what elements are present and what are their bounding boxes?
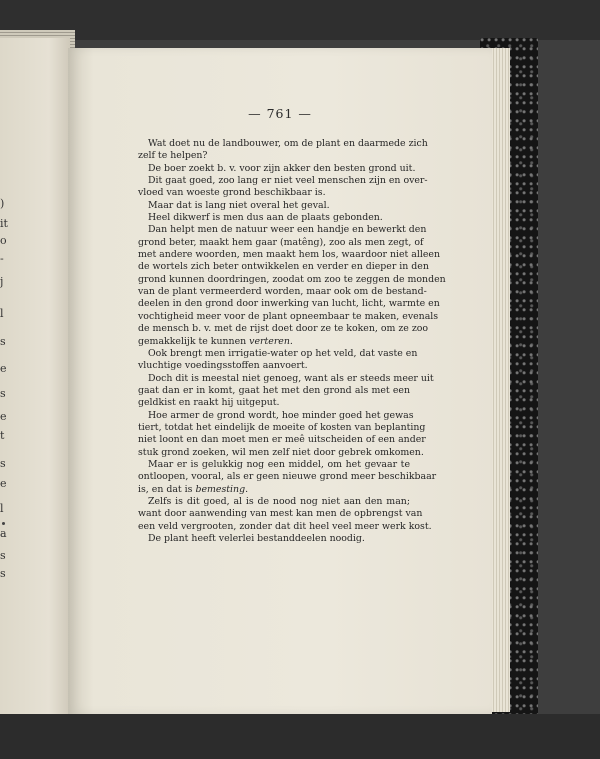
text-line — [138, 421, 426, 434]
text-line — [138, 200, 410, 212]
text-line-content: Heel dikwerf is men dus aan de plaats gebonden. — [148, 212, 383, 224]
text-line — [138, 484, 410, 496]
text-line-content: Wat doet nu de landbouwer, om de plant en daarmede zich — [148, 138, 428, 149]
text-line — [138, 236, 424, 249]
text-line-content: gemakkelijk te kunnen — [138, 335, 250, 347]
margin-mark — [2, 522, 5, 525]
scanner-background — [0, 0, 600, 40]
text-line-content: De boer zoekt b. v. voor zijn akker den besten grond uit. — [148, 162, 416, 174]
text-line-content: is, en dat is — [138, 483, 196, 495]
text-line — [138, 520, 432, 533]
text-line-content: Doch dit is meestal niet genoeg, want als er steeds meer uit — [148, 372, 434, 384]
text-line-content: tiert, totdat het eindelijk de moeite of kosten van beplanting — [138, 421, 426, 433]
left-page-fragment: s — [0, 335, 6, 348]
text-line-content: Zelfs is dit goed, al is de nood nog niet aan den man; — [148, 495, 410, 507]
left-page-fragment: e — [0, 477, 7, 490]
text-line — [138, 533, 410, 545]
left-page-fragment: l — [0, 307, 4, 320]
text-line-content: zelf te helpen? — [138, 150, 208, 162]
left-page-fragment: t — [0, 429, 5, 442]
text-line — [138, 336, 410, 348]
left-page-fragment: ) — [0, 197, 5, 210]
left-page-fragment: - — [0, 252, 4, 265]
text-line-content: gaat dan er in komt, gaat het met den grond als met een — [138, 384, 410, 396]
text-line — [138, 224, 427, 236]
text-line-content: want door aanwending van mest kan men de opbrengst van — [138, 508, 423, 520]
text-line-content: van de plant vermeerderd worden, maar ook om de bestand- — [138, 286, 427, 298]
text-line — [138, 212, 410, 224]
text-line — [138, 496, 410, 508]
left-page-fragment: l — [0, 502, 4, 515]
text-line — [138, 397, 410, 409]
text-line-content: Ook brengt men irrigatie-water op het veld, dat vaste en — [148, 347, 418, 359]
left-page-fragment: e — [0, 410, 7, 423]
text-line — [138, 286, 427, 298]
text-line — [138, 360, 410, 372]
text-line-content: grond beter, maakt hem gaar (matêng), zoo als men zegt, of — [138, 236, 424, 248]
left-page-fragment: o — [0, 234, 7, 247]
text-line-emphasis: bemesting. — [195, 483, 249, 495]
text-line-content: stuk grond zoeken, wil men zelf niet door gebrek omkomen. — [138, 446, 424, 458]
left-page-fragment: a — [0, 527, 7, 540]
text-line — [138, 175, 428, 187]
text-line — [138, 273, 446, 286]
text-line-content: Hoe armer de grond wordt, hoe minder goed het gewas — [148, 409, 414, 421]
text-line — [138, 310, 439, 323]
text-line — [138, 385, 410, 397]
text-line — [138, 249, 441, 261]
left-page-fragment: e — [0, 362, 7, 375]
text-line-content: grond kunnen doordringen, zoodat om zoo te zeggen de monden — [138, 273, 446, 285]
text-line-content: Dit gaat goed, zoo lang er niet veel menschen zijn en over- — [148, 175, 428, 187]
text-line — [138, 446, 424, 459]
text-line — [138, 138, 428, 150]
text-line — [138, 187, 410, 199]
text-line — [138, 459, 410, 471]
text-line-content: een veld vergrooten, zonder dat dit heel veel meer werk kost. — [138, 520, 432, 532]
left-page-fragment: s — [0, 549, 6, 562]
text-line-content: de wortels zich beter ontwikkelen en verder en dieper in den — [138, 261, 429, 273]
text-line-content: ontloopen, vooral, als er geen nieuwe grond meer beschikbaar — [138, 471, 437, 483]
text-line — [138, 150, 410, 162]
book-page — [68, 48, 492, 714]
text-line-content: vluchtige voedingsstoffen aanvoert. — [138, 360, 308, 372]
text-line-content: deelen in den grond door inwerking van lucht, licht, warmte en — [138, 298, 440, 310]
text-line-content: De plant heeft velerlei bestanddeelen noodig. — [148, 533, 365, 544]
left-page — [0, 38, 70, 716]
text-line-content: niet loont en dan moet men er meê uitscheiden of een ander — [138, 434, 426, 446]
text-line — [138, 323, 429, 335]
text-line-content: de mensch b. v. met de rijst doet door ze te koken, om ze zoo — [138, 323, 429, 335]
text-line — [138, 372, 434, 385]
left-page-fragment: it — [0, 217, 8, 230]
text-line-content: Maar er is gelukkig nog een middel, om het gevaar te — [148, 458, 410, 470]
text-line-content: Dan helpt men de natuur weer een handje en bewerkt den — [148, 224, 427, 236]
text-line-content: vloed van woeste grond beschikbaar is. — [138, 187, 326, 199]
text-line-content: met andere woorden, men maakt hem los, waardoor niet alleen — [138, 249, 441, 261]
text-line — [138, 261, 429, 273]
text-line — [138, 508, 423, 520]
text-line-content: vochtigheid meer voor de plant opneembaar te maken, evenals — [138, 310, 439, 322]
text-line — [138, 298, 440, 310]
page-body-text — [138, 138, 446, 545]
text-line-content: Maar dat is lang niet overal het geval. — [148, 199, 330, 211]
left-page-fragment: s — [0, 457, 6, 470]
text-line — [138, 409, 414, 422]
text-line-content: geldkist en raakt hij uitgeput. — [138, 397, 280, 409]
left-page-fragment: s — [0, 567, 6, 580]
scanner-bottom-background — [0, 714, 600, 759]
page-number: — 761 — — [248, 106, 312, 121]
text-line — [138, 434, 426, 446]
left-page-fragment: j — [0, 275, 4, 288]
text-line — [138, 471, 437, 483]
text-line — [138, 162, 416, 175]
text-line — [138, 347, 418, 360]
text-line-emphasis: verteren. — [249, 335, 293, 347]
left-page-fragment: s — [0, 387, 6, 400]
